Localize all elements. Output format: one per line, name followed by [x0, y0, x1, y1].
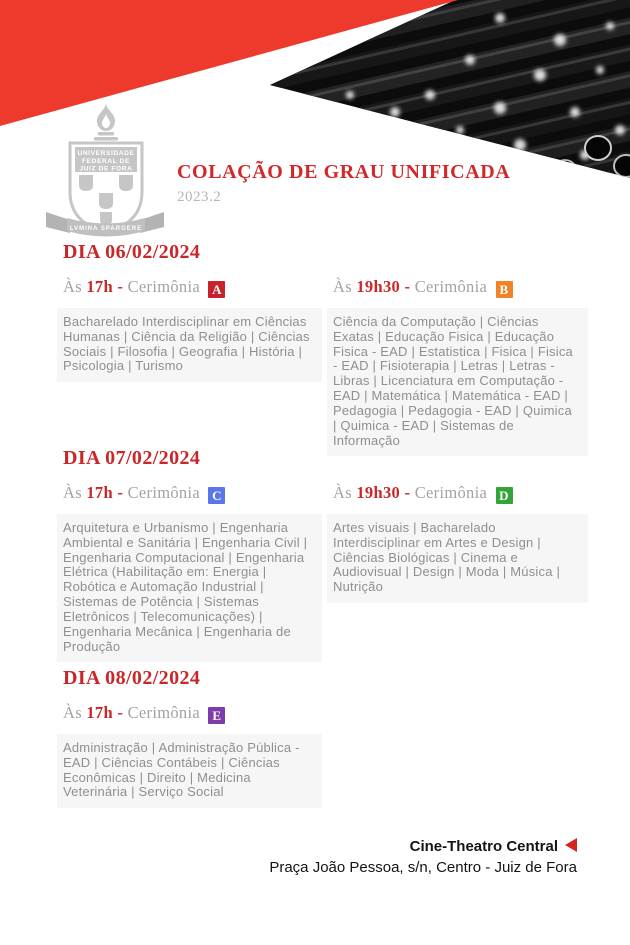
logo-motto: LVMINA SPARGERE	[69, 226, 143, 232]
ceremony-e-badge: E	[208, 707, 225, 724]
logo-text-line3: JUIZ DE FORA	[79, 165, 133, 173]
page-subtitle: 2023.2	[177, 189, 222, 205]
ceremony-c-badge: C	[208, 487, 225, 504]
flame-icon	[97, 104, 115, 131]
ceremony-d-course-list: Artes visuais | Bacharelado Interdisciplinar em Artes e Design | Ciências Biológicas | Cinema e Audiovisual | Design | Moda | Música | Nutrição	[327, 514, 588, 603]
section-day-3	[57, 667, 588, 808]
date-heading: DIA 08/02/2024	[63, 667, 201, 689]
title-block	[177, 161, 510, 206]
time-value: 17h	[86, 277, 113, 296]
page-title: COLAÇÃO DE GRAU UNIFICADA	[177, 161, 511, 183]
ceremony-label: Cerimônia	[414, 483, 488, 502]
ceremony-b-badge: B	[496, 281, 513, 298]
ceremony-c-time: Às 17h - Cerimônia C	[63, 483, 322, 504]
ceremony-b-course-list: Ciência da Computação | Ciências Exatas | Educação Fisica | Educação Fisica - EAD | Estatistica | Fisica | Fisica - EAD | Fisioterapia | Letras | Letras - Libras | Licenciatura em Computação - EAD | Matemática | Matemática - EAD | Pedagogia | Pedagogia - EAD | Quimica | Quimica - EAD | Sistemas de Informação	[327, 308, 588, 456]
ceremony-label: Cerimônia	[414, 277, 488, 296]
left-arrow-icon	[565, 838, 577, 852]
time-value: 17h	[86, 483, 113, 502]
ceremony-c-course-list: Arquitetura e Urbanismo | Engenharia Ambiental e Sanitária | Engenharia Civil | Engenharia Computacional | Engenharia Elétrica (Habilitação em: Energia | Robótica e Automação Industrial | Sistemas de Potência | Sistemas Eletrônicos | Telecomunicações) | Engenharia Mecânica | Engenharia de Produção	[57, 514, 322, 662]
date-heading: DIA 06/02/2024	[63, 241, 201, 263]
ceremony-d-time: Às 19h30 - Cerimônia D	[333, 483, 588, 504]
logo-text-line1: UNIVERSIDADE	[77, 150, 135, 157]
ceremony-b-time: Às 19h30 - Cerimônia B	[333, 277, 588, 298]
ceremony-a-badge: A	[208, 281, 225, 298]
ceremony-e-course-list: Administração | Administração Pública - EAD | Ciências Contábeis | Ciências Econômicas | Direito | Medicina Veterinária | Serviço Social	[57, 734, 322, 808]
ceremony-d-badge: D	[496, 487, 513, 504]
venue-address: Praça João Pessoa, s/n, Centro - Juiz de Fora	[269, 859, 577, 876]
section-day-1	[57, 241, 588, 456]
venue-name: Cine-Theatro Central	[269, 838, 577, 855]
section-day-2	[57, 447, 588, 662]
logo-text-line2: FEDERAL DE	[81, 158, 131, 165]
footer-venue-block	[269, 838, 577, 876]
ceremony-label: Cerimônia	[127, 277, 200, 296]
ceremony-e-time: Às 17h - Cerimônia E	[63, 703, 322, 724]
time-value: 17h	[86, 703, 113, 722]
date-heading: DIA 07/02/2024	[63, 447, 201, 469]
ceremony-label: Cerimônia	[127, 483, 200, 502]
time-value: 19h30	[356, 483, 401, 502]
ceremony-a-course-list: Bacharelado Interdisciplinar em Ciências Humanas | Ciência da Religião | Ciências Sociais | Filosofia | Geografia | História | Psicologia | Turismo	[57, 308, 322, 382]
ceremony-a-time: Às 17h - Cerimônia A	[63, 277, 322, 298]
ceremony-label: Cerimônia	[127, 703, 200, 722]
time-value: 19h30	[356, 277, 401, 296]
ufjf-logo	[40, 96, 170, 238]
